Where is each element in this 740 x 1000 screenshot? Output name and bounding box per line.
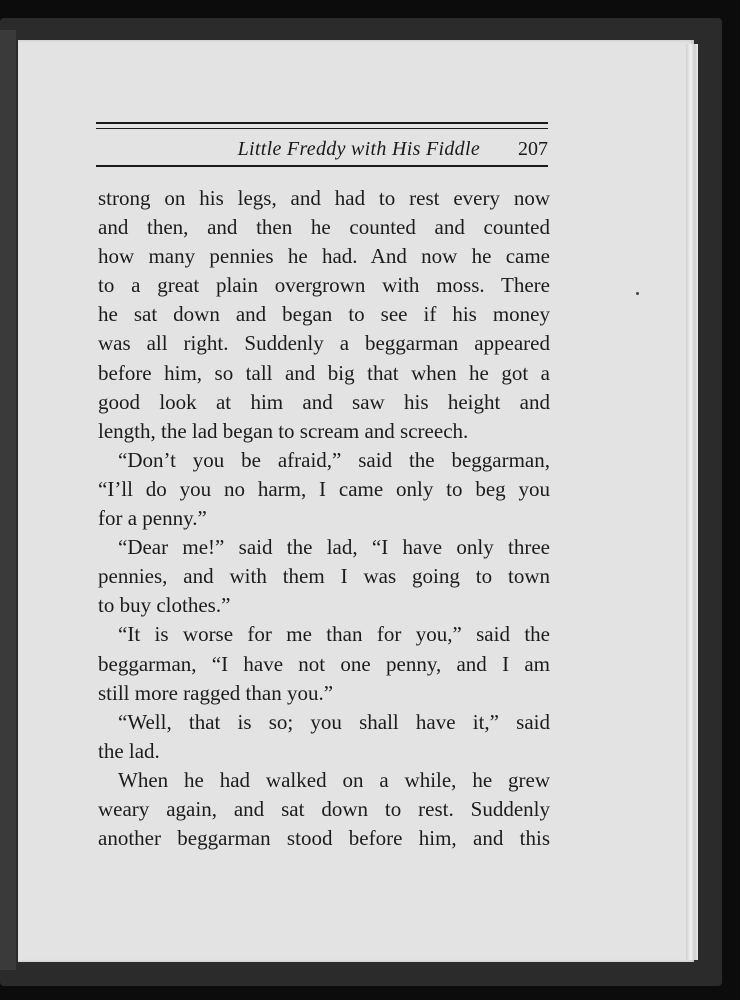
text-line: “Don’t you be afraid,” said the beggarman, — [118, 447, 550, 472]
text-line: and then, and then he counted and counted — [98, 215, 550, 240]
text-line: another beggarman stood before him, and this — [98, 826, 550, 851]
text-line: was all right. Suddenly a beggarman appeared — [98, 331, 550, 356]
header-rule-top-thin — [96, 128, 548, 129]
running-head — [96, 138, 548, 164]
book-spine-edge — [0, 30, 16, 970]
text-line: how many pennies he had. And now he came — [98, 244, 550, 269]
text-line: “I’ll do you no harm, I came only to beg you — [98, 476, 550, 501]
text-line: the lad. — [98, 738, 160, 763]
text-line: good look at him and saw his height and — [98, 389, 550, 414]
text-line: “Well, that is so; you shall have it,” said — [118, 709, 550, 734]
text-line: pennies, and with them I was going to town — [98, 564, 550, 589]
page-number: 207 — [518, 138, 548, 160]
text-line: “Dear me!” said the lad, “I have only three — [118, 535, 550, 560]
body-text — [98, 184, 550, 853]
text-line: length, the lad began to scream and screech. — [98, 418, 469, 443]
running-title: Little Freddy with His Fiddle — [237, 138, 480, 160]
header-rule-top — [96, 122, 548, 124]
text-line: beggarman, “I have not one penny, and I am — [98, 651, 550, 676]
header-rule-bottom — [96, 165, 548, 167]
text-line: before him, so tall and big that when he got a — [98, 360, 550, 385]
text-line: for a penny.” — [98, 506, 207, 531]
text-line: strong on his legs, and had to rest every now — [98, 186, 550, 210]
text-line: to buy clothes.” — [98, 593, 231, 618]
text-line: still more ragged than you.” — [98, 680, 334, 705]
text-line: to a great plain overgrown with moss. There — [98, 273, 550, 298]
paper-speck — [636, 292, 639, 295]
text-line: he sat down and began to see if his money — [98, 302, 550, 327]
text-line: weary again, and sat down to rest. Suddenly — [98, 796, 550, 821]
text-line: “It is worse for me than for you,” said the — [118, 622, 550, 647]
text-line: When he had walked on a while, he grew — [118, 767, 550, 792]
page-edges — [686, 44, 698, 960]
